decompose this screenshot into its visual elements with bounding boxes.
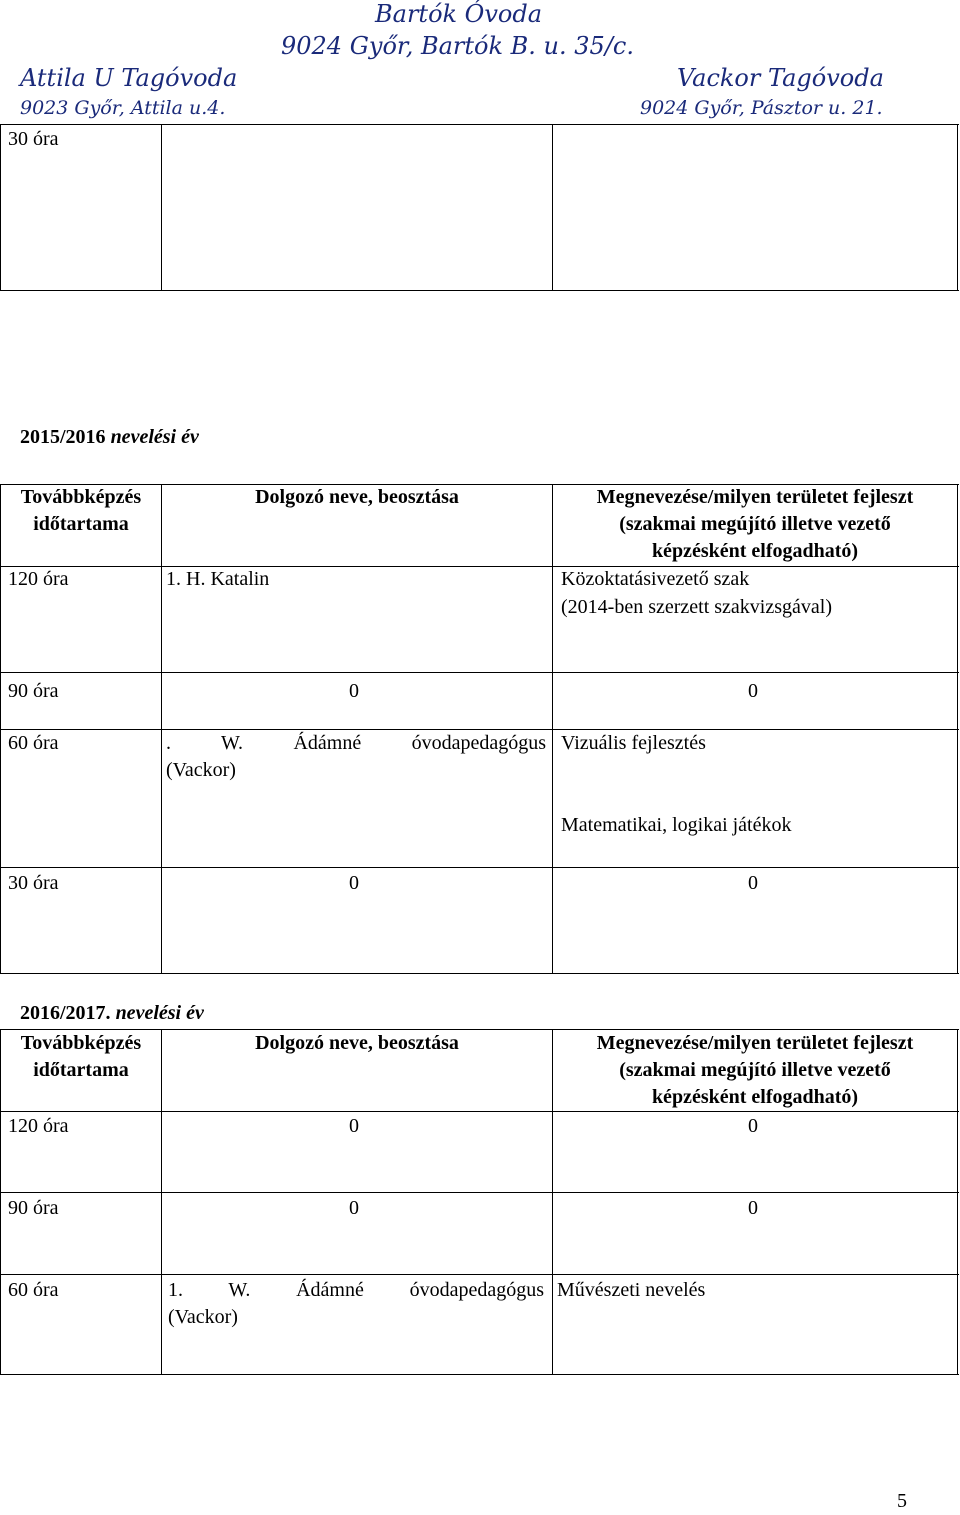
table-cell-duration: 60 óra [8, 1279, 59, 1301]
table-line [0, 566, 959, 567]
table-line [161, 1029, 162, 1374]
table-cell-duration: 90 óra [8, 680, 59, 702]
section-title-2015: 2015/2016 nevelési év [20, 426, 199, 448]
table-cell-duration: 120 óra [8, 1115, 69, 1137]
table-cell-duration: 30 óra [8, 128, 59, 150]
table-cell-topic: Vizuális fejlesztés [561, 732, 706, 754]
table-line [161, 124, 162, 290]
table-cell-topic: Művészeti nevelés [557, 1279, 706, 1301]
table-line [0, 124, 959, 125]
table-cell-duration: 90 óra [8, 1197, 59, 1219]
table-cell-topic: 0 [748, 680, 758, 702]
header-employee: Dolgozó neve, beosztása [255, 1032, 459, 1054]
table-cell-employee: (Vackor) [168, 1306, 238, 1328]
header-topic: (szakmai megújító illetve vezető [619, 1059, 891, 1081]
table-line [957, 484, 958, 973]
table-line [0, 1274, 959, 1275]
header-topic: képzésként elfogadható) [651, 540, 859, 562]
table-cell-employee: 0 [349, 1115, 359, 1137]
table-cell-duration: 30 óra [8, 872, 59, 894]
table-line [0, 1374, 959, 1375]
table-cell-employee: 0 [349, 872, 359, 894]
table-cell-topic: 0 [748, 1197, 758, 1219]
table-line [0, 484, 1, 973]
header-topic: (szakmai megújító illetve vezető [619, 513, 891, 535]
table-cell-employee: 1. H. Katalin [166, 568, 270, 590]
header-duration: Továbbképzés [20, 486, 142, 508]
table-line [552, 124, 553, 290]
letterhead-right-name: Vackor Tagóvoda [677, 64, 884, 92]
table-cell-duration: 120 óra [8, 568, 69, 590]
table-line [161, 484, 162, 973]
table-cell-employee: 1. W. Ádámné óvodapedagógus [168, 1279, 544, 1301]
table-line [957, 1029, 958, 1374]
header-duration: Továbbképzés [20, 1032, 142, 1054]
table-line [0, 867, 959, 868]
header-topic: Megnevezése/milyen területet fejleszt [596, 486, 914, 508]
page-number: 5 [897, 1490, 907, 1512]
header-topic: Megnevezése/milyen területet fejleszt [596, 1032, 914, 1054]
letterhead-left-address: 9023 Győr, Attila u.4. [20, 97, 226, 119]
table-line [0, 290, 959, 291]
table-cell-topic: 0 [748, 872, 758, 894]
header-duration: időtartama [33, 1059, 129, 1081]
table-cell-topic: 0 [748, 1115, 758, 1137]
table-cell-duration: 60 óra [8, 732, 59, 754]
table-line [0, 124, 1, 290]
header-duration: időtartama [33, 513, 129, 535]
table-line [957, 124, 958, 290]
letterhead-right-address: 9024 Győr, Pásztor u. 21. [640, 97, 883, 119]
table-line [0, 1192, 959, 1193]
table-cell-employee: . W. Ádámné óvodapedagógus [166, 732, 546, 754]
section-title-2016: 2016/2017. nevelési év [20, 1002, 204, 1024]
table-cell-employee: 0 [349, 1197, 359, 1219]
table-line [0, 672, 959, 673]
letterhead-main-address: 9024 Győr, Bartók B. u. 35/c. [281, 32, 634, 60]
table-line [0, 973, 959, 974]
table-cell-employee: (Vackor) [166, 759, 236, 781]
table-cell-topic: Közoktatásivezető szak [561, 568, 750, 590]
header-employee: Dolgozó neve, beosztása [255, 486, 459, 508]
letterhead-main-name: Bartók Óvoda [375, 0, 543, 28]
table-line [0, 1111, 959, 1112]
header-topic: képzésként elfogadható) [651, 1086, 859, 1108]
table-cell-employee: 0 [349, 680, 359, 702]
table-cell-topic: (2014-ben szerzett szakvizsgával) [561, 596, 832, 618]
table-cell-topic: Matematikai, logikai játékok [561, 814, 792, 836]
letterhead-left-name: Attila U Tagóvoda [20, 64, 238, 92]
